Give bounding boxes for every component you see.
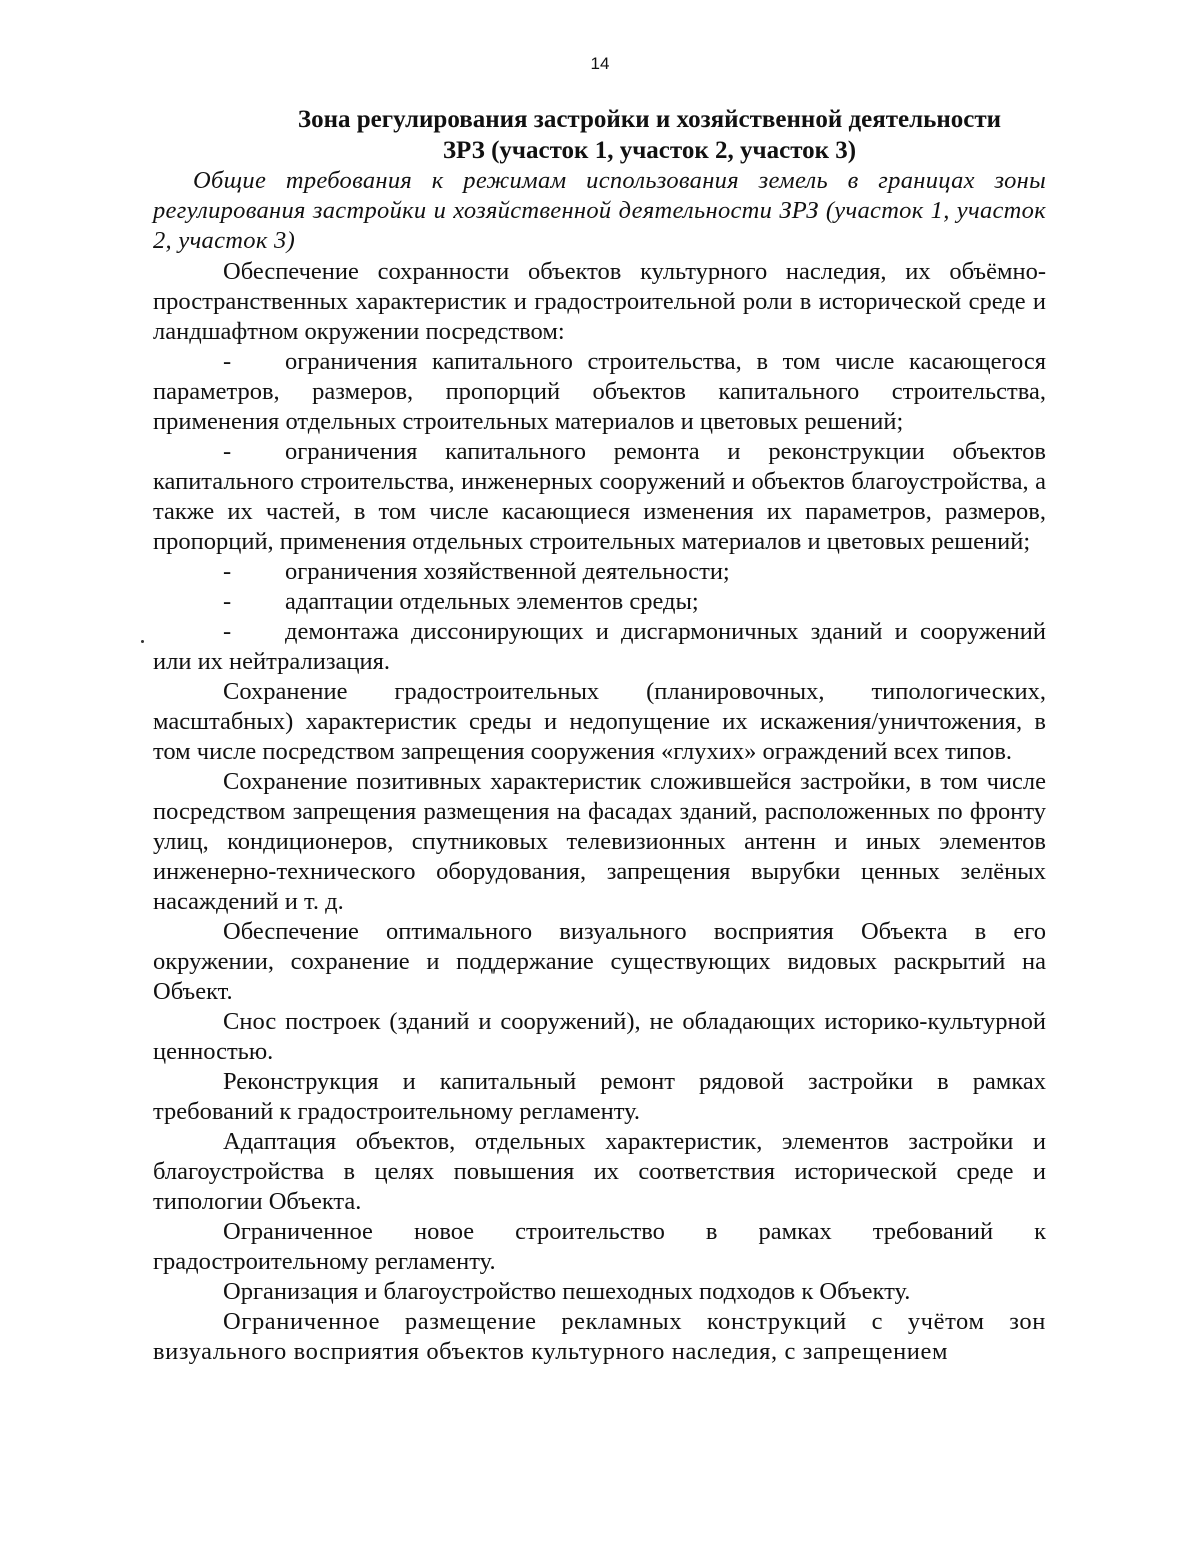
list-item-text: ограничения хозяйственной деятельности; (285, 558, 730, 585)
section-subtitle: Общие требования к режимам использования земель в границах зоны регулирования застройки и хозяйственной деятельности ЗРЗ (участок 1, участок 2, участок 3) (153, 167, 1046, 254)
body-paragraph: Сохранение позитивных характеристик сложившейся застройки, в том числе посредством запрещения размещения на фасадах зданий, расположенных по фронту улиц, кондиционеров, спутниковых телевизионных антенн и иных элементов инженерно-технического оборудования, запрещения вырубки ценных зелёных насаждений и т. д. (153, 768, 1046, 915)
list-item (153, 557, 1046, 587)
list-item-text: адаптации отдельных элементов среды; (285, 588, 699, 615)
dash-marker: - (223, 348, 232, 375)
intro-paragraph: Обеспечение сохранности объектов культурного наследия, их объёмно-пространственных характеристик и градостроительной роли в исторической среде и ландшафтном окружении посредством: (153, 258, 1046, 345)
body-paragraph: Сохранение градостроительных (планировочных, типологических, масштабных) характеристик среды и недопущение их искажения/уничтожения, в том числе посредством запрещения сооружения «глухих» ограждений всех типов. (153, 678, 1046, 765)
list-item-text: демонтажа диссонирующих и дисгармоничных зданий и сооружений или их нейтрализация. (153, 618, 1046, 675)
body-paragraph: Снос построек (зданий и сооружений), не обладающих историко-культурной ценностью. (153, 1008, 1046, 1065)
scan-speck (141, 640, 144, 643)
dash-marker: - (223, 618, 232, 645)
body-paragraph: Обеспечение оптимального визуального восприятия Объекта в его окружении, сохранение и поддержание существующих видовых раскрытий на Объект. (153, 918, 1046, 1005)
list-item (153, 347, 1046, 437)
body-paragraph: Реконструкция и капитальный ремонт рядовой застройки в рамках требований к градостроительному регламенту. (153, 1068, 1046, 1125)
list-item-text: ограничения капитального ремонта и реконструкции объектов капитального строительства, инженерных сооружений и объектов благоустройства, а также их частей, в том числе касающиеся изменения их параметров, размеров, пропорций, применения отдельных строительных материалов и цветовых решений; (153, 438, 1046, 555)
body-paragraph: Организация и благоустройство пешеходных подходов к Объекту. (223, 1278, 911, 1305)
dash-marker: - (223, 588, 232, 615)
section-title-line-1: Зона регулирования застройки и хозяйственной деятельности (297, 106, 1002, 133)
dash-marker: - (223, 438, 232, 465)
list-item (153, 587, 1046, 617)
page-number: 14 (590, 54, 610, 73)
body-paragraph: Адаптация объектов, отдельных характеристик, элементов застройки и благоустройства в целях повышения их соответствия исторической среде и типологии Объекта. (153, 1128, 1046, 1215)
list-item (153, 617, 1046, 677)
body-paragraph: Ограниченное размещение рекламных конструкций с учётом зон визуального восприятия объектов культурного наследия, с запрещением (153, 1308, 1046, 1365)
section-title-line-2: ЗРЗ (участок 1, участок 2, участок 3) (442, 137, 857, 164)
list-item (153, 437, 1046, 557)
list-item-text: ограничения капитального строительства, в том числе касающегося параметров, размеров, пропорций объектов капитального строительства, применения отдельных строительных материалов и цветовых решений; (153, 348, 1046, 435)
dash-marker: - (223, 558, 232, 585)
body-paragraph: Ограниченное новое строительство в рамках требований к градостроительному регламенту. (153, 1218, 1046, 1275)
document-body (153, 104, 1046, 1367)
